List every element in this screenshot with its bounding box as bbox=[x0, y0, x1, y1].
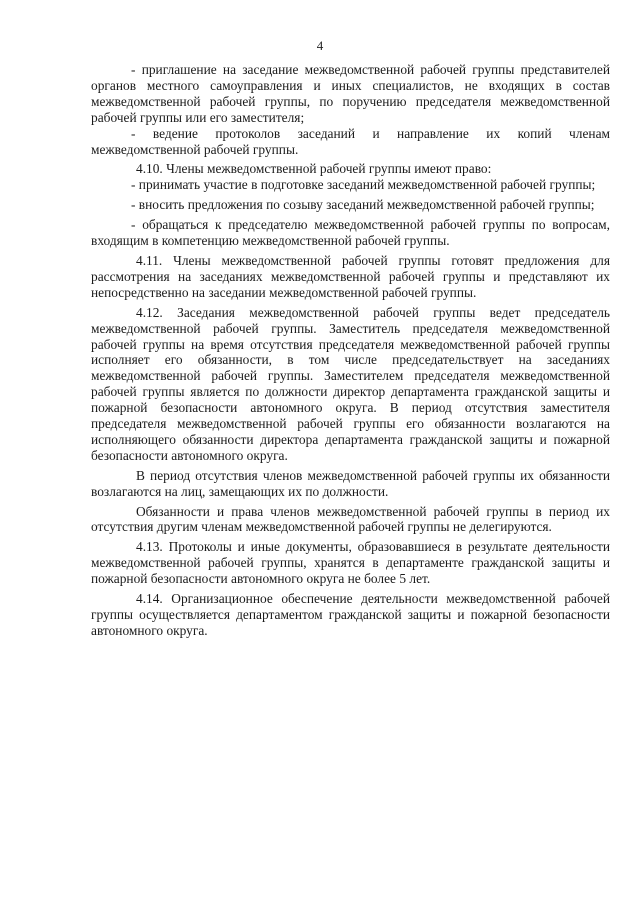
paragraph-4-11: 4.11. Члены межведомственной рабочей группы готовят предложения для рассмотрения на заседаниях межведомственной рабочей группы и представляют их непосредственно на заседании межведомственной рабочей группы. bbox=[91, 252, 610, 300]
paragraph-4-14: 4.14. Организационное обеспечение деятельности межведомственной рабочей группы осуществляется департаментом гражданской защиты и пожарной безопасности автономного округа. bbox=[91, 591, 610, 638]
document-body bbox=[91, 62, 610, 639]
paragraph-4-13: 4.13. Протоколы и иные документы, образовавшиеся в результате деятельности межведомственной рабочей группы, хранятся в департаменте гражданской защиты и пожарной безопасности автономного округа не более 5 лет. bbox=[91, 539, 610, 587]
paragraph-absence-duties: В период отсутствия членов межведомственной рабочей группы их обязанности возлагаются на лиц, замещающих их по должности. bbox=[91, 467, 610, 499]
paragraph-address-chairman: - обращаться к председателю межведомственной рабочей группы по вопросам, входящим в компетенцию межведомственной рабочей группы. bbox=[91, 217, 610, 249]
paragraph-no-delegation: Обязанности и права членов межведомственной рабочей группы в период их отсутствия другим членам межведомственной рабочей группы не делегируются. bbox=[91, 503, 610, 535]
page-number: 4 bbox=[316, 38, 324, 53]
paragraph-keep-minutes: - ведение протоколов заседаний и направление их копий членам межведомственной рабочей группы. bbox=[91, 125, 610, 157]
paragraph-participate: - принимать участие в подготовке заседаний межведомственной рабочей группы; bbox=[131, 177, 596, 193]
paragraph-4-10: 4.10. Члены межведомственной рабочей группы имеют право: bbox=[136, 161, 492, 177]
paragraph-4-12: 4.12. Заседания межведомственной рабочей группы ведет председатель межведомственной рабочей группы. Заместитель председателя межведомственной рабочей группы на время отсутствия председателя межведомственной рабочей группы исполняет его обязанности, в том числе председательствует на заседаниях межведомственной рабочей группы. Заместителем председателя межведомственной рабочей группы является по должности директор департамента гражданской защиты и пожарной безопасности автономного округа. В период отсутствия заместителя председателя межведомственной рабочей группы его обязанности возлагаются на исполняющего обязанности директора департамента гражданской защиты и пожарной безопасности автономного округа. bbox=[91, 304, 610, 463]
paragraph-invite-specialists: - приглашение на заседание межведомственной рабочей группы представителей органов местного самоуправления и иных специалистов, не входящих в состав межведомственной рабочей группы, по поручению председателя межведомственной рабочей группы или его заместителя; bbox=[91, 62, 610, 125]
paragraph-propose-meetings: - вносить предложения по созыву заседаний межведомственной рабочей группы; bbox=[131, 197, 595, 213]
